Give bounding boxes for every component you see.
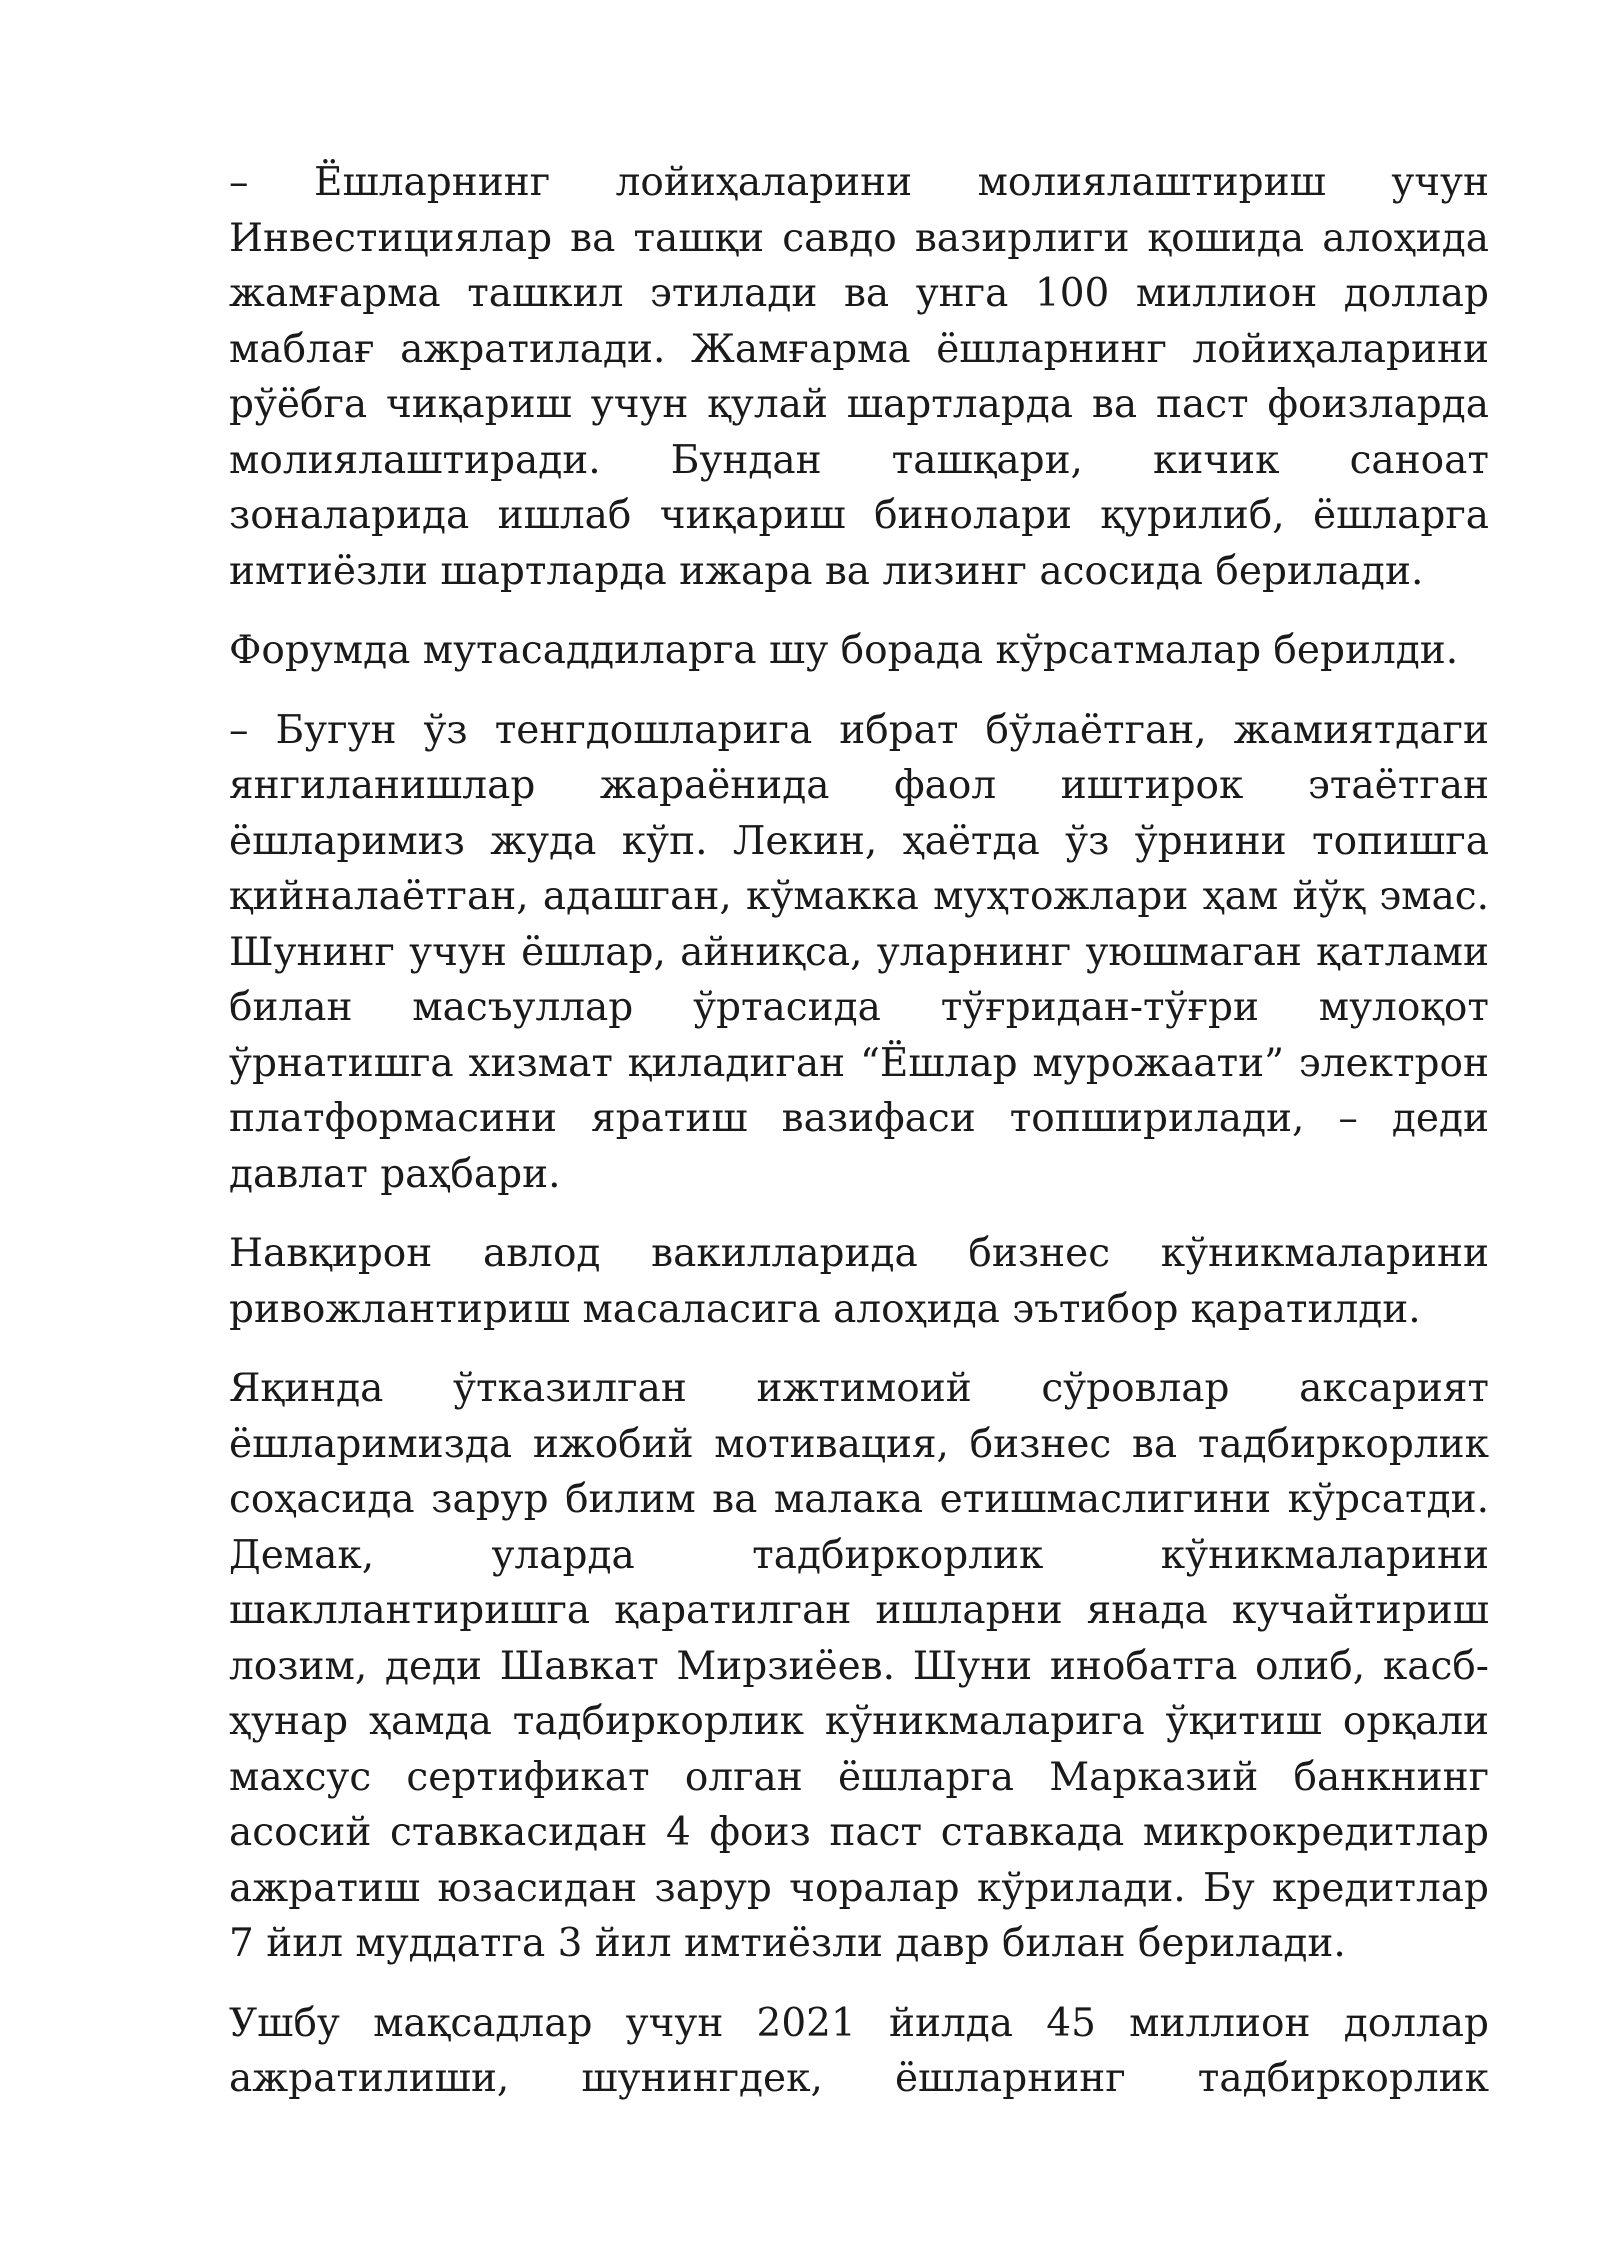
paragraph-microcredits: Яқинда ўтказилган ижтимоий сўровлар аксарият ёшларимизда ижобий мотивация, бизнес ва тадбиркорлик соҳасида зарур билим ва малака етишмаслигини кўрсатди. Демак, уларда тадбиркорлик кўникмаларини шакллантиришга қаратилган ишларни янада кучайтириш лозим, деди Шавкат Мирзиёев. Шуни инобатга олиб, касб-ҳунар ҳамда тадбиркорлик кўникмаларига ўқитиш орқали махсус сертификат олган ёшларга Марказий банкнинг асосий ставкасидан 4 фоиз паст ставкада микрокредитлар ажратиш юзасидан зарур чоралар кўрилади. Бу кредитлар 7 йил муддатга 3 йил имтиёзли давр билан берилади. (229, 1366, 1489, 1966)
document-page (229, 155, 1489, 2131)
paragraph-forum-instructions: Форумда мутасаддиларга шу борада кўрсатмалар берилди. (229, 628, 1459, 673)
paragraph-youth-appeals-platform: – Бугун ўз тенгдошларига ибрат бўлаётган, жамиятдаги янгиланишлар жараёнида фаол иштирок этаётган ёшларимиз жуда кўп. Лекин, ҳаётда ўз ўрнини топишга қийналаётган, адашган, кўмакка муҳтожлари ҳам йўқ эмас. Шунинг учун ёшлар, айниқса, уларнинг уюшмаган қатлами билан масъуллар ўртасида тўғридан-тўғри мулоқот ўрнатишга хизмат қиладиган “Ёшлар мурожаати” электрон платформасини яратиш вазифаси топширилади, – деди давлат раҳбари. (229, 707, 1489, 1197)
paragraph-2021-funding: Ушбу мақсадлар учун 2021 йилда 45 миллион доллар ажратилиши, шунингдек, ёшларнинг тадбиркорлик (229, 2000, 1489, 2101)
paragraph-youth-fund: – Ёшларнинг лойиҳаларини молиялаштириш учун Инвестициялар ва ташқи савдо вазирлиги қошида алоҳида жамғарма ташкил этилади ва унга 100 миллион доллар маблағ ажратилади. Жамғарма ёшларнинг лойиҳаларини рўёбга чиқариш учун қулай шартларда ва паст фоизларда молиялаштиради. Бундан ташқари, кичик саноат зоналарида ишлаб чиқариш бинолари қурилиб, ёшларга имтиёзли шартларда ижара ва лизинг асосида берилади. (229, 160, 1489, 594)
paragraph-business-skills: Навқирон авлод вакилларида бизнес кўникмаларини ривожлантириш масаласига алоҳида эътибор қаратилди. (229, 1231, 1489, 1332)
